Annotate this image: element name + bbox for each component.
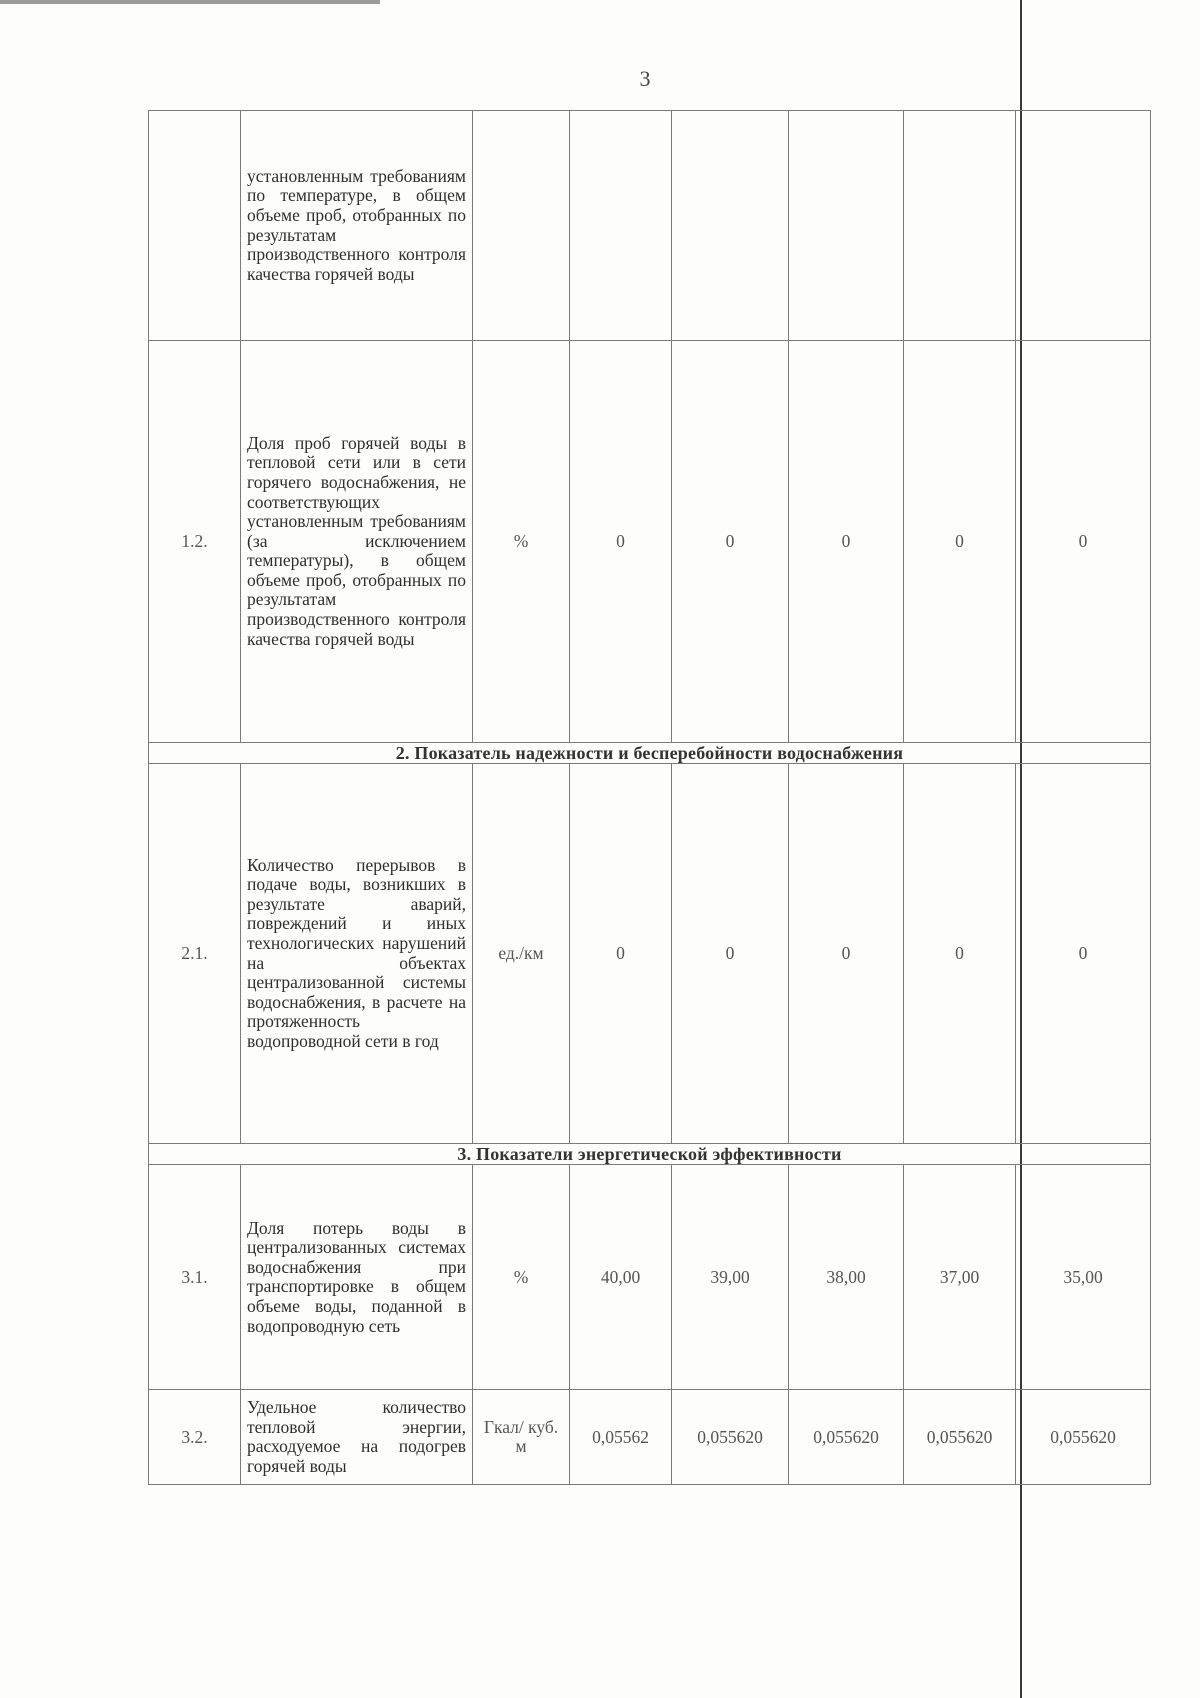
- section-row: [149, 743, 1151, 764]
- value-cell: 0: [570, 341, 672, 743]
- section-title: 2. Показатель надежности и бесперебойности водоснабжения: [149, 743, 1151, 764]
- table-row: [149, 764, 1151, 1144]
- value-cell: 0,055620: [1016, 1390, 1151, 1485]
- indicator-name: Доля потерь воды в централизованных системах водоснабжения при транспортировке в общем объеме воды, поданной в водопроводную сеть: [241, 1165, 473, 1390]
- row-number: 2.1.: [149, 764, 241, 1144]
- table-row: [149, 1165, 1151, 1390]
- scan-artifact: [0, 0, 380, 4]
- indicators-table: [148, 110, 1151, 1485]
- value-cell: 0,05562: [570, 1390, 672, 1485]
- value-cell: [672, 111, 789, 341]
- value-cell: 0: [1016, 764, 1151, 1144]
- value-cell: [904, 111, 1016, 341]
- value-cell: 38,00: [789, 1165, 904, 1390]
- section-row: [149, 1144, 1151, 1165]
- value-cell: 0,055620: [904, 1390, 1016, 1485]
- value-cell: 0: [789, 764, 904, 1144]
- page-number: 3: [639, 66, 651, 91]
- value-cell: 0: [904, 341, 1016, 743]
- table-row: [149, 1390, 1151, 1485]
- unit-cell: Гкал/ куб. м: [473, 1390, 570, 1485]
- row-number: [149, 111, 241, 341]
- table-row: [149, 341, 1151, 743]
- value-cell: 40,00: [570, 1165, 672, 1390]
- unit-cell: %: [473, 1165, 570, 1390]
- value-cell: 0: [672, 764, 789, 1144]
- value-cell: 0: [570, 764, 672, 1144]
- value-cell: [789, 111, 904, 341]
- value-cell: 0: [672, 341, 789, 743]
- indicator-name: Удельное количество тепловой энергии, расходуемое на подогрев горячей воды: [241, 1390, 473, 1485]
- unit-cell: ед./км: [473, 764, 570, 1144]
- value-cell: 0,055620: [672, 1390, 789, 1485]
- value-cell: 0: [1016, 341, 1151, 743]
- row-number: 3.2.: [149, 1390, 241, 1485]
- value-cell: [1016, 111, 1151, 341]
- value-cell: 35,00: [1016, 1165, 1151, 1390]
- indicator-name: установленным требованиям по температуре, в общем объеме проб, отобранных по результатам производственного контроля качества горячей воды: [241, 111, 473, 341]
- value-cell: 0: [904, 764, 1016, 1144]
- value-cell: 0,055620: [789, 1390, 904, 1485]
- section-title: 3. Показатели энергетической эффективности: [149, 1144, 1151, 1165]
- value-cell: 39,00: [672, 1165, 789, 1390]
- value-cell: 37,00: [904, 1165, 1016, 1390]
- indicator-name: Доля проб горячей воды в тепловой сети или в сети горячего водоснабжения, не соответствующих установленным требованиям (за исключением температуры), в общем объеме проб, отобранных по результатам производственного контроля качества горячей воды: [241, 341, 473, 743]
- row-number: 3.1.: [149, 1165, 241, 1390]
- indicator-name: Количество перерывов в подаче воды, возникших в результате аварий, повреждений и иных технологических нарушений на объектах централизованной системы водоснабжения, в расчете на протяженность водопроводной сети в год: [241, 764, 473, 1144]
- table-row: [149, 111, 1151, 341]
- value-cell: [570, 111, 672, 341]
- value-cell: 0: [789, 341, 904, 743]
- row-number: 1.2.: [149, 341, 241, 743]
- unit-cell: [473, 111, 570, 341]
- unit-cell: %: [473, 341, 570, 743]
